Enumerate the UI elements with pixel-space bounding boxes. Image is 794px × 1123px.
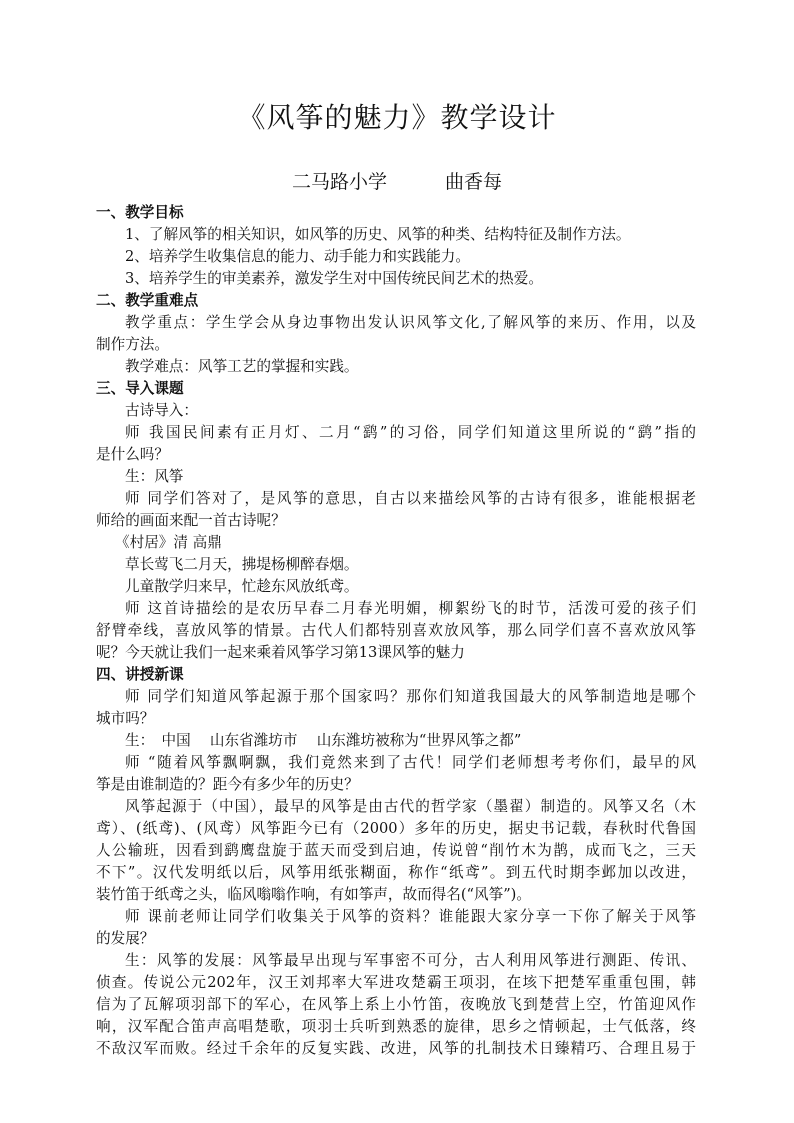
body-line: 风筝起源于（中国），最早的风筝是由古代的哲学家（墨翟）制造的。风筝又名（木 bbox=[125, 798, 696, 815]
body-line: 3、培养学生的审美素养，激发学生对中国传统民间艺术的热爱。 bbox=[125, 270, 543, 287]
body-line: 师 课前老师让同学们收集关于风筝的资料？谁能跟大家分享一下你了解关于风筝 bbox=[125, 908, 696, 925]
document-body bbox=[96, 202, 696, 1060]
body-line: 2、培养学生收集信息的能力、动手能力和实践能力。 bbox=[125, 248, 470, 265]
body-line: 筝是由谁制造的？距今有多少年的历史？ bbox=[96, 776, 359, 793]
body-line: 人公输班，因看到鹞鹰盘旋于蓝天而受到启迪，传说曾“削竹木为鹊，成而飞之，三天 bbox=[96, 842, 696, 859]
body-line: 响，汉军配合笛声高唱楚歌，项羽士兵听到熟悉的旋律，思乡之情顿起，士气低落，终 bbox=[96, 1018, 696, 1035]
body-line: 呢？今天就让我们一起来乘着风筝学习第13课风筝的魅力 bbox=[96, 644, 465, 661]
section-heading: 二、教学重难点 bbox=[96, 292, 199, 309]
body-line: 师 这首诗描绘的是农历早春二月春光明媚，柳絮纷飞的时节，活泼可爱的孩子们 bbox=[125, 600, 696, 617]
section-heading: 一、教学目标 bbox=[96, 204, 184, 221]
body-line: 师 同学们知道风筝起源于那个国家吗？那你们知道我国最大的风筝制造地是哪个 bbox=[125, 688, 696, 705]
body-line: 是什么吗？ bbox=[96, 446, 169, 463]
body-line: 师 同学们答对了，是风筝的意思，自古以来描绘风筝的古诗有很多，谁能根据老 bbox=[125, 490, 696, 507]
section-heading: 四、讲授新课 bbox=[96, 666, 184, 683]
body-line: 生：风筝的发展：风筝最早出现与军事密不可分，古人利用风筝进行测距、传讯、 bbox=[125, 952, 696, 969]
body-line: 教学重点：学生学会从身边事物出发认识风筝文化,了解风筝的来历、作用，以及 bbox=[125, 314, 696, 331]
body-line: 信为了瓦解项羽部下的军心，在风筝上系上小竹笛，夜晚放飞到楚营上空，竹笛迎风作 bbox=[96, 996, 696, 1013]
section-heading: 三、导入课题 bbox=[96, 380, 184, 397]
body-line: 师给的画面来配一首古诗呢？ bbox=[96, 512, 286, 529]
body-line: 生：风筝 bbox=[125, 468, 184, 485]
body-line: 装竹笛于纸鸢之头，临风嗡嗡作响，有如筝声，故而得名(“风筝”)。 bbox=[96, 886, 531, 903]
body-line: 1、了解风筝的相关知识，如风筝的历史、风筝的种类、结构特征及制作方法。 bbox=[125, 226, 631, 243]
school-name: 二马路小学 bbox=[291, 171, 387, 193]
body-line: 生： 中国 山东省潍坊市 山东潍坊被称为“世界风筝之都” bbox=[125, 732, 522, 749]
body-line: 师 我国民间素有正月灯、二月“鹞”的习俗，同学们知道这里所说的“鹞”指的 bbox=[125, 424, 696, 441]
body-line: 城市吗？ bbox=[96, 710, 155, 727]
body-line: 古诗导入： bbox=[125, 402, 198, 419]
body-line: 不下”。汉代发明纸以后，风筝用纸张糊面，称作“纸鸢”。到五代时期李邺加以改进， bbox=[96, 864, 696, 881]
body-line: 侦查。传说公元202年，汉王刘邦率大军进攻楚霸王项羽，在垓下把楚军重重包围，韩 bbox=[96, 974, 696, 991]
body-line: 不敌汉军而败。经过千余年的反复实践、改进，风筝的扎制技术日臻精巧、合理且易于 bbox=[96, 1040, 696, 1057]
document-title: 《风筝的魅力》教学设计 bbox=[237, 101, 557, 134]
body-line: 教学难点：风筝工艺的掌握和实践。 bbox=[125, 358, 359, 375]
author-name: 曲香每 bbox=[445, 171, 503, 193]
body-line: 草长莺飞二月天，拂堤杨柳醉春烟。 bbox=[125, 556, 359, 573]
body-line: 师 “随着风筝飘啊飘，我们竟然来到了古代！同学们老师想考考你们，最早的风 bbox=[125, 754, 696, 771]
body-line: 舒臂牵线，喜放风筝的情景。古代人们都特别喜欢放风筝，那么同学们喜不喜欢放风筝 bbox=[96, 622, 696, 639]
body-line: 儿童散学归来早，忙趁东风放纸鸢。 bbox=[125, 578, 359, 595]
author-line bbox=[0, 170, 794, 194]
body-line: 的发展？ bbox=[96, 930, 155, 947]
body-line: 《村居》清 高鼎 bbox=[115, 534, 222, 551]
body-line: 鸢）、(纸鸢)、(风鸢）风筝距今已有（2000）多年的历史，据史书记载，春秋时代鲁国 bbox=[96, 820, 696, 837]
body-line: 制作方法。 bbox=[96, 336, 169, 353]
